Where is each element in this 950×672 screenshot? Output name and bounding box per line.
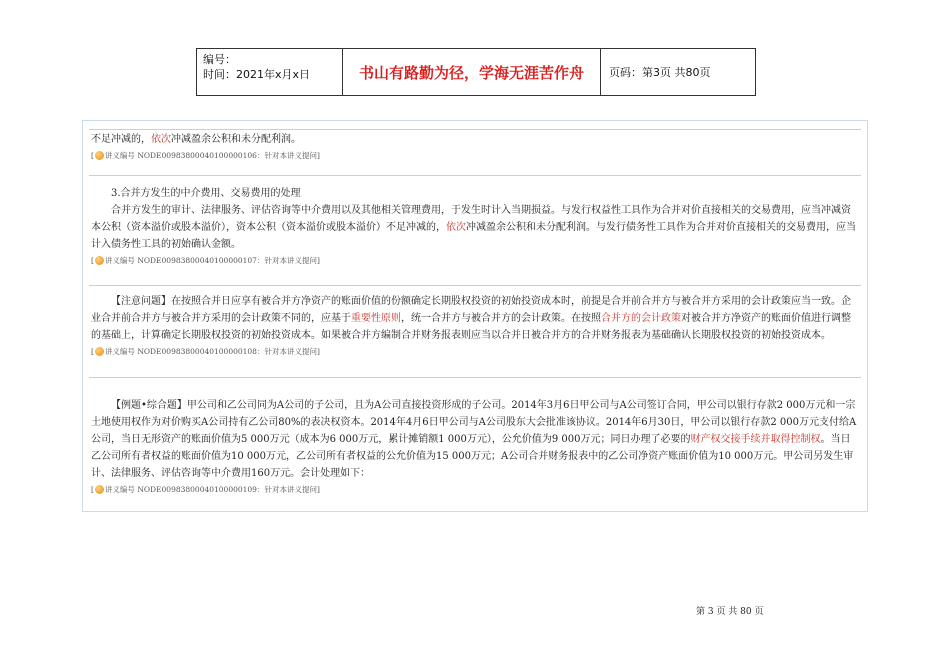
lecture-note-link[interactable]: [ 讲义编号 NODE00983800040100000106：针对本讲义提问 ]	[91, 151, 320, 160]
page-header	[196, 48, 756, 96]
highlight: 财产权交接手续并取得控制权	[690, 434, 821, 445]
header-time: 时间：2021年x月x日	[203, 68, 311, 81]
section-2	[91, 185, 859, 267]
divider	[89, 129, 861, 130]
divider	[89, 285, 861, 286]
question-icon	[95, 485, 104, 494]
highlight: 依次	[446, 222, 466, 233]
lecture-note-link[interactable]: [ 讲义编号 NODE00983800040100000109：针对本讲义提问 ]	[91, 485, 320, 494]
section-1-text: 不足冲减的，依次冲减盈余公积和未分配利润。	[91, 134, 301, 145]
section-2-text: 合并方发生的审计、法律服务、评估咨询等中介费用以及其他相关管理费用，于发生时计入当期损益。与发行权益性工具作为合并对价直接相关的交易费用，应当冲减资本公积（资本溢价或股本溢价），资本公积（资本溢价或股本溢价）不足冲减的，依次冲减盈余公积和未分配利润。与发行债务性工具作为合并对价直接相关的交易费用，应当计入债务性工具的初始确认金额。	[91, 205, 856, 250]
section-4-text: 【例题•综合题】甲公司和乙公司同为A公司的子公司，且为A公司直接投资形成的子公司。2014年3月6日甲公司与A公司签订合同，甲公司以银行存款2 000万元和一宗土地使用权作为对价购买A公司持有乙公司80%的表决权资本。2014年4月6日甲公司与A公司股东大会批准该协议。2014年6月30日，甲公司以银行存款2 000万元支付给A公司，当日无形资产的账面价值为5 000万元（成本为6 000万元，累计摊销额1 000万元），公允价值为9 000万元；同日办理了必要的财产权交接手续并取得控制权。当日乙公司所有者权益的账面价值为10 000万元，乙公司所有者权益的公允价值为15 000万元；A公司合并财务报表中的乙公司净资产账面价值为10 000万元。甲公司另发生审计、法律服务、评估咨询等中介费用160万元。会计处理如下：	[91, 400, 857, 479]
question-icon	[95, 151, 104, 160]
highlight: 重要性原则	[351, 313, 401, 324]
lecture-note-link[interactable]: [ 讲义编号 NODE00983800040100000108：针对本讲义提问 ]	[91, 347, 320, 356]
divider	[89, 175, 861, 176]
section-2-title: 3.合并方发生的中介费用、交易费用的处理	[111, 188, 301, 199]
highlight: 依次	[151, 134, 171, 145]
lecture-content	[82, 120, 868, 512]
question-icon	[95, 256, 104, 265]
header-meta	[197, 49, 343, 95]
lecture-note-link[interactable]: [ 讲义编号 NODE00983800040100000107：针对本讲义提问 ]	[91, 256, 320, 265]
section-3	[91, 293, 859, 358]
section-3-text: 【注意问题】在按照合并日应享有被合并方净资产的账面价值的份额确定长期股权投资的初始投资成本时，前提是合并前合并方与被合并方采用的会计政策应当一致。企业合并前合并方与被合并方采用的会计政策不同的，应基于重要性原则，统一合并方与被合并方的会计政策。在按照合并方的会计政策对被合并方净资产的账面价值进行调整的基础上，计算确定长期股权投资的初始投资成本。如果被合并方编制合并财务报表则应当以合并日被合并方的合并财务报表为基础确认长期股权投资的初始投资成本。	[91, 296, 851, 341]
page-footer: 第 3 页 共 80 页	[696, 607, 764, 617]
header-number: 编号：	[203, 53, 236, 66]
divider	[89, 377, 861, 378]
header-motto: 书山有路勤为径，学海无涯苦作舟	[343, 49, 601, 95]
header-page: 页码：第3页 共80页	[609, 66, 711, 79]
highlight: 合并方的会计政策	[601, 313, 681, 324]
question-icon	[95, 347, 104, 356]
section-4	[91, 397, 859, 496]
section-1	[91, 131, 859, 162]
